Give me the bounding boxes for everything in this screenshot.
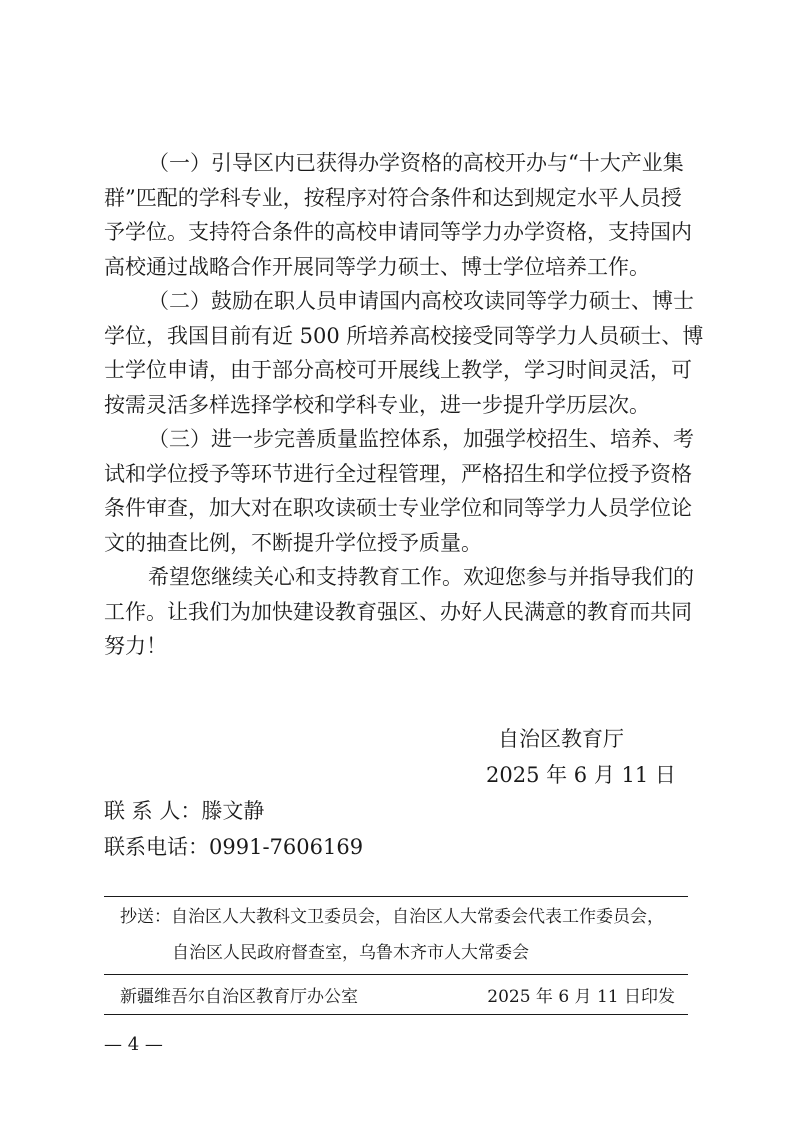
paragraph-4 — [104, 560, 694, 664]
paragraph-line: （一）引导区内已获得办学资格的高校开办与“十大产业集 — [148, 151, 684, 175]
paragraph-line: 学位，我国目前有近 500 所培养高校接受同等学力人员硕士、博 — [104, 323, 704, 348]
paragraph-line: 试和学位授予等环节进行全过程管理，严格招生和学位授予资格 — [104, 461, 692, 486]
paragraph-line: 士学位申请，由于部分高校可开展线上教学，学习时间灵活，可 — [104, 358, 692, 382]
signature-org: 自治区教育厅 — [498, 727, 624, 751]
cc-line-1: 抄送：自治区人大教科文卫委员会，自治区人大常委会代表工作委员会， — [120, 907, 664, 927]
signature-date: 2025 年 6 月 11 日 — [486, 763, 676, 787]
contact-person: 联 系 人：滕文静 — [104, 799, 265, 823]
paragraph-line: 高校通过战略合作开展同等学力硕士、博士学位培养工作。 — [104, 254, 650, 279]
paragraph-line: 按需灵活多样选择学校和学科专业，进一步提升学历层次。 — [104, 392, 650, 417]
paragraph-2 — [104, 284, 704, 422]
contact-phone: 联系电话：0991-7606169 — [104, 835, 364, 859]
cc-line-2: 自治区人民政府督查室，乌鲁木齐市人大常委会 — [172, 943, 529, 963]
paragraph-line: 工作。让我们为加快建设教育强区、办好人民满意的教育而共同 — [104, 599, 692, 624]
issuance-row — [120, 982, 675, 1012]
paragraph-line: 群”匹配的学科专业，按程序对符合条件和达到规定水平人员授 — [104, 185, 682, 210]
cc-bottom-rule — [104, 974, 688, 975]
footer-bottom-rule — [104, 1014, 688, 1015]
cc-top-rule — [104, 896, 688, 897]
paragraph-1 — [104, 146, 692, 284]
paragraph-line: （三）进一步完善质量监控体系，加强学校招生、培养、考 — [148, 427, 694, 451]
paragraph-line: 希望您继续关心和支持教育工作。欢迎您参与并指导我们的 — [148, 565, 694, 589]
paragraph-line: 文的抽查比例，不断提升学位授予质量。 — [104, 530, 482, 555]
issuing-office: 新疆维吾尔自治区教育厅办公室 — [120, 987, 358, 1007]
paragraph-3 — [104, 422, 694, 560]
paragraph-line: 予学位。支持符合条件的高校申请同等学力办学资格，支持国内 — [104, 220, 692, 244]
print-date: 2025 年 6 月 11 日印发 — [487, 987, 675, 1007]
paragraph-line: 努力！ — [104, 634, 167, 658]
paragraph-line: （二）鼓励在职人员申请国内高校攻读同等学力硕士、博士 — [148, 289, 694, 313]
paragraph-line: 条件审查，加大对在职攻读硕士专业学位和同等学力人员学位论 — [104, 496, 692, 520]
page-number: — 4 — — [104, 1034, 163, 1055]
